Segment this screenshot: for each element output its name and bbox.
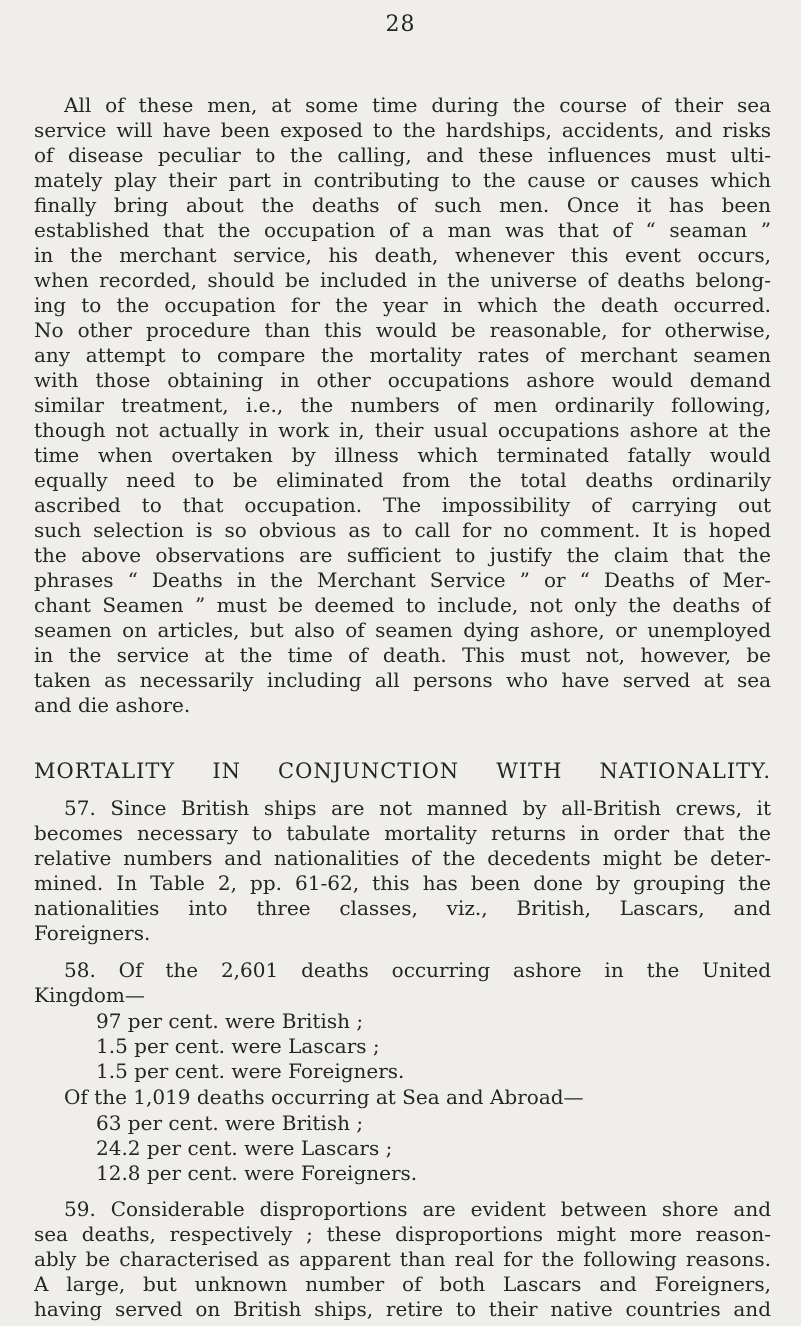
text-line: having served on British ships, retire to their native countries and xyxy=(34,1298,771,1321)
list-item: 24.2 per cent. were Lascars ; xyxy=(96,1136,393,1160)
text-line: phrases “ Deaths in the Merchant Service ” or “ Deaths of Mer- xyxy=(34,569,771,592)
text-line: taken as necessarily including all persons who have served at sea xyxy=(34,669,771,692)
text-line: ably be characterised as apparent than real for the following reasons. xyxy=(34,1248,771,1271)
list-item: 12.8 per cent. were Foreigners. xyxy=(96,1161,418,1185)
text-line: 58. Of the 2,601 deaths occurring ashore in the United xyxy=(64,959,771,982)
text-line: All of these men, at some time during the course of their sea xyxy=(64,94,771,117)
text-line: mined. In Table 2, pp. 61-62, this has been done by grouping the xyxy=(34,872,771,895)
text-line: of disease peculiar to the calling, and these influences must ulti- xyxy=(34,144,771,167)
text-line: ing to the occupation for the year in which the death occurred. xyxy=(34,294,771,317)
text-line: service will have been exposed to the hardships, accidents, and risks xyxy=(34,119,771,142)
text-line: equally need to be eliminated from the total deaths ordinarily xyxy=(34,469,771,492)
list-item: 97 per cent. were British ; xyxy=(96,1009,364,1033)
text-line: in the service at the time of death. This must not, however, be xyxy=(34,644,771,667)
text-line: time when overtaken by illness which terminated fatally would xyxy=(34,444,771,467)
text-line: A large, but unknown number of both Lascars and Foreigners, xyxy=(34,1273,771,1296)
text-line: the above observations are sufficient to justify the claim that the xyxy=(34,544,771,567)
section-heading: MORTALITY IN CONJUNCTION WITH NATIONALITY. xyxy=(34,760,771,783)
text-line: Kingdom— xyxy=(34,983,145,1007)
text-line: becomes necessary to tabulate mortality returns in order that the xyxy=(34,822,771,845)
page-number: 28 xyxy=(385,12,416,37)
text-line: No other procedure than this would be reasonable, for otherwise, xyxy=(34,319,771,342)
text-line: such selection is so obvious as to call for no comment. It is hoped xyxy=(34,519,771,542)
text-line: though not actually in work in, their usual occupations ashore at the xyxy=(34,419,771,442)
list-item: 1.5 per cent. were Foreigners. xyxy=(96,1059,405,1083)
text-line: seamen on articles, but also of seamen dying ashore, or unemployed xyxy=(34,619,771,642)
text-line: sea deaths, respectively ; these disproportions might more reason- xyxy=(34,1223,771,1246)
sea-abroad-intro: Of the 1,019 deaths occurring at Sea and Abroad— xyxy=(64,1085,584,1109)
text-line: nationalities into three classes, viz., British, Lascars, and xyxy=(34,897,771,920)
text-line: similar treatment, i.e., the numbers of men ordinarily following, xyxy=(34,394,771,417)
text-line: any attempt to compare the mortality rates of merchant seamen xyxy=(34,344,771,367)
text-line: when recorded, should be included in the universe of deaths belong- xyxy=(34,269,771,292)
text-line: mately play their part in contributing to the cause or causes which xyxy=(34,169,771,192)
text-line: finally bring about the deaths of such men. Once it has been xyxy=(34,194,771,217)
list-item: 1.5 per cent. were Lascars ; xyxy=(96,1034,380,1058)
text-line: Foreigners. xyxy=(34,921,151,945)
text-line: 59. Considerable disproportions are evident between shore and xyxy=(64,1198,771,1221)
text-line: established that the occupation of a man was that of “ seaman ” xyxy=(34,219,771,242)
text-line: chant Seamen ” must be deemed to include, not only the deaths of xyxy=(34,594,771,617)
list-item: 63 per cent. were British ; xyxy=(96,1111,364,1135)
text-line: ascribed to that occupation. The impossibility of carrying out xyxy=(34,494,771,517)
text-line: and die ashore. xyxy=(34,693,191,717)
text-line: in the merchant service, his death, whenever this event occurs, xyxy=(34,244,771,267)
text-line: with those obtaining in other occupations ashore would demand xyxy=(34,369,771,392)
text-line: 57. Since British ships are not manned by all-British crews, it xyxy=(64,797,771,820)
text-line: relative numbers and nationalities of the decedents might be deter- xyxy=(34,847,771,870)
